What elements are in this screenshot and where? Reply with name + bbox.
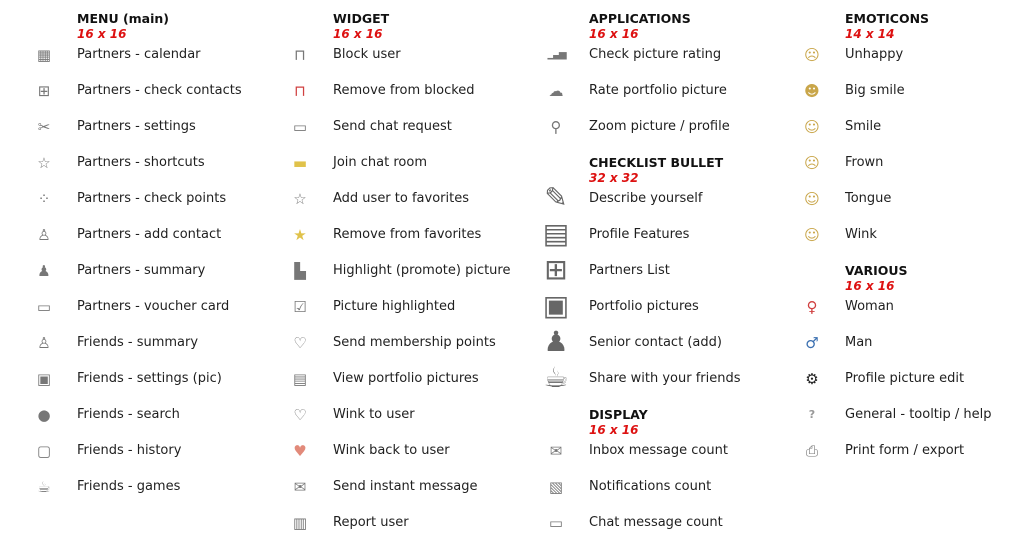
big-smile-face-icon: ☻ — [804, 82, 820, 100]
pictures-icon: ▤ — [292, 370, 308, 388]
item-label: Chat message count — [589, 515, 723, 530]
star-outline-icon: ☆ — [37, 154, 51, 172]
item-label: Man — [845, 335, 873, 350]
notification-icon: ▧ — [548, 478, 564, 496]
item-label: Share with your friends — [589, 371, 741, 386]
woman-icon: ♀ — [806, 298, 818, 316]
item-label: Portfolio pictures — [589, 299, 699, 314]
item-label: Partners - add contact — [77, 227, 222, 242]
history-icon: ▢ — [36, 442, 52, 460]
cup-icon: ☕ — [543, 361, 569, 394]
section-title: WIDGET — [333, 11, 390, 26]
chat-count-icon: ▭ — [548, 514, 564, 532]
item-label: Check picture rating — [589, 47, 722, 62]
item-label: Wink back to user — [333, 443, 450, 458]
globe-icon: ● — [37, 406, 51, 424]
item-label: Friends - games — [77, 479, 181, 494]
item-label: Remove from blocked — [333, 83, 475, 98]
item-label: Frown — [845, 155, 884, 170]
org-chart-icon: ⊞ — [37, 82, 51, 100]
section-title: VARIOUS — [845, 263, 908, 278]
item-label: Print form / export — [845, 443, 965, 458]
item-label: Tongue — [845, 191, 892, 206]
item-label: Highlight (promote) picture — [333, 263, 511, 278]
user-icon: ♟ — [37, 262, 51, 280]
heart-dollar-icon: ♡ — [293, 334, 307, 352]
picture-check-icon: ☑ — [293, 298, 307, 316]
item-label: Friends - history — [77, 443, 182, 458]
sitemap-icon: ⊞ — [544, 253, 568, 286]
person-icon: ♙ — [37, 334, 51, 352]
item-label: Profile Features — [589, 227, 690, 242]
man-icon: ♂ — [805, 334, 819, 352]
promote-icon: ▙ — [294, 262, 306, 280]
item-label: Picture highlighted — [333, 299, 456, 314]
item-label: Unhappy — [845, 47, 904, 62]
unhappy-face-icon: ☹ — [804, 46, 820, 64]
user-add-icon: ♙ — [37, 226, 51, 244]
item-label: Remove from favorites — [333, 227, 482, 242]
chat-bubble-yellow-icon: ▬ — [292, 154, 308, 172]
item-label: Report user — [333, 515, 409, 530]
help-icon: ? — [808, 408, 816, 421]
section-size: 16 x 16 — [589, 423, 639, 437]
heart-outline-icon: ♡ — [293, 406, 307, 424]
tools-icon: ✂ — [37, 118, 51, 136]
item-label: Zoom picture / profile — [589, 119, 730, 134]
document-icon: ▤ — [542, 217, 570, 250]
item-label: General - tooltip / help — [845, 407, 992, 422]
item-label: Senior contact (add) — [589, 335, 722, 350]
heart-filled-icon: ♥ — [293, 442, 307, 460]
section-size: 16 x 16 — [333, 27, 383, 41]
printer-icon: ⎙ — [805, 442, 818, 460]
item-label: Partners - settings — [77, 119, 196, 134]
item-label: Friends - summary — [77, 335, 199, 350]
photos-icon: ▣ — [542, 289, 570, 322]
smile-face-icon: ☺ — [804, 118, 820, 136]
lock-icon: ⊓ — [294, 46, 306, 64]
section-title: CHECKLIST BULLET — [589, 155, 724, 170]
picture-settings-icon: ▣ — [36, 370, 52, 388]
unlock-red-icon: ⊓ — [294, 82, 306, 100]
section-size: 16 x 16 — [845, 279, 895, 293]
item-label: Partners - check contacts — [77, 83, 242, 98]
item-label: Woman — [845, 299, 894, 314]
item-label: Describe yourself — [589, 191, 703, 206]
dots-circle-icon: ⁘ — [37, 190, 51, 208]
item-label: Partners - check points — [77, 191, 227, 206]
inbox-envelope-icon: ✉ — [549, 442, 563, 460]
item-label: Friends - settings (pic) — [77, 371, 222, 386]
item-label: Notifications count — [589, 479, 712, 494]
star-outline-icon: ☆ — [293, 190, 307, 208]
item-label: Inbox message count — [589, 443, 728, 458]
item-label: Partners - summary — [77, 263, 206, 278]
item-label: Send chat request — [333, 119, 452, 134]
item-label: Big smile — [845, 83, 905, 98]
section-title: EMOTICONS — [845, 11, 930, 26]
item-label: Rate portfolio picture — [589, 83, 727, 98]
item-label: Friends - search — [77, 407, 180, 422]
item-label: Add user to favorites — [333, 191, 469, 206]
chat-bubble-icon: ▭ — [292, 118, 308, 136]
star-filled-icon: ★ — [293, 226, 307, 244]
cloud-rate-icon: ☁ — [548, 82, 564, 100]
section-size: 32 x 32 — [589, 171, 639, 185]
gear-icon: ⚙ — [805, 370, 819, 388]
item-label: Join chat room — [333, 155, 427, 170]
item-label: Partners - shortcuts — [77, 155, 205, 170]
section-title: DISPLAY — [589, 407, 648, 422]
item-label: Block user — [333, 47, 401, 62]
wink-face-icon: ☺ — [804, 226, 820, 244]
section-size: 16 x 16 — [589, 27, 639, 41]
magnifier-icon: ⚲ — [550, 118, 562, 136]
frown-face-icon: ☹ — [804, 154, 820, 172]
calendar-icon: ▦ — [36, 46, 52, 64]
card-icon: ▭ — [36, 298, 52, 316]
item-label: Partners List — [589, 263, 670, 278]
section-size: 16 x 16 — [77, 27, 127, 41]
section-title: MENU (main) — [77, 11, 170, 26]
item-label: Send instant message — [333, 479, 478, 494]
item-label: View portfolio pictures — [333, 371, 479, 386]
item-label: Smile — [845, 119, 882, 134]
bar-chart-icon: ▁▃▅ — [547, 49, 565, 60]
pencil-icon: ✎ — [544, 181, 568, 214]
item-label: Profile picture edit — [845, 371, 965, 386]
item-label: Wink to user — [333, 407, 415, 422]
envelope-icon: ✉ — [293, 478, 307, 496]
item-label: Wink — [845, 227, 877, 242]
tongue-face-icon: ☺ — [804, 190, 820, 208]
coffee-cup-icon: ☕ — [37, 478, 51, 496]
section-title: APPLICATIONS — [589, 11, 691, 26]
section-size: 14 x 14 — [845, 27, 895, 41]
item-label: Partners - voucher card — [77, 299, 230, 314]
businessman-icon: ♟ — [543, 325, 569, 358]
item-label: Partners - calendar — [77, 47, 201, 62]
item-label: Send membership points — [333, 335, 496, 350]
report-icon: ▥ — [292, 514, 308, 532]
